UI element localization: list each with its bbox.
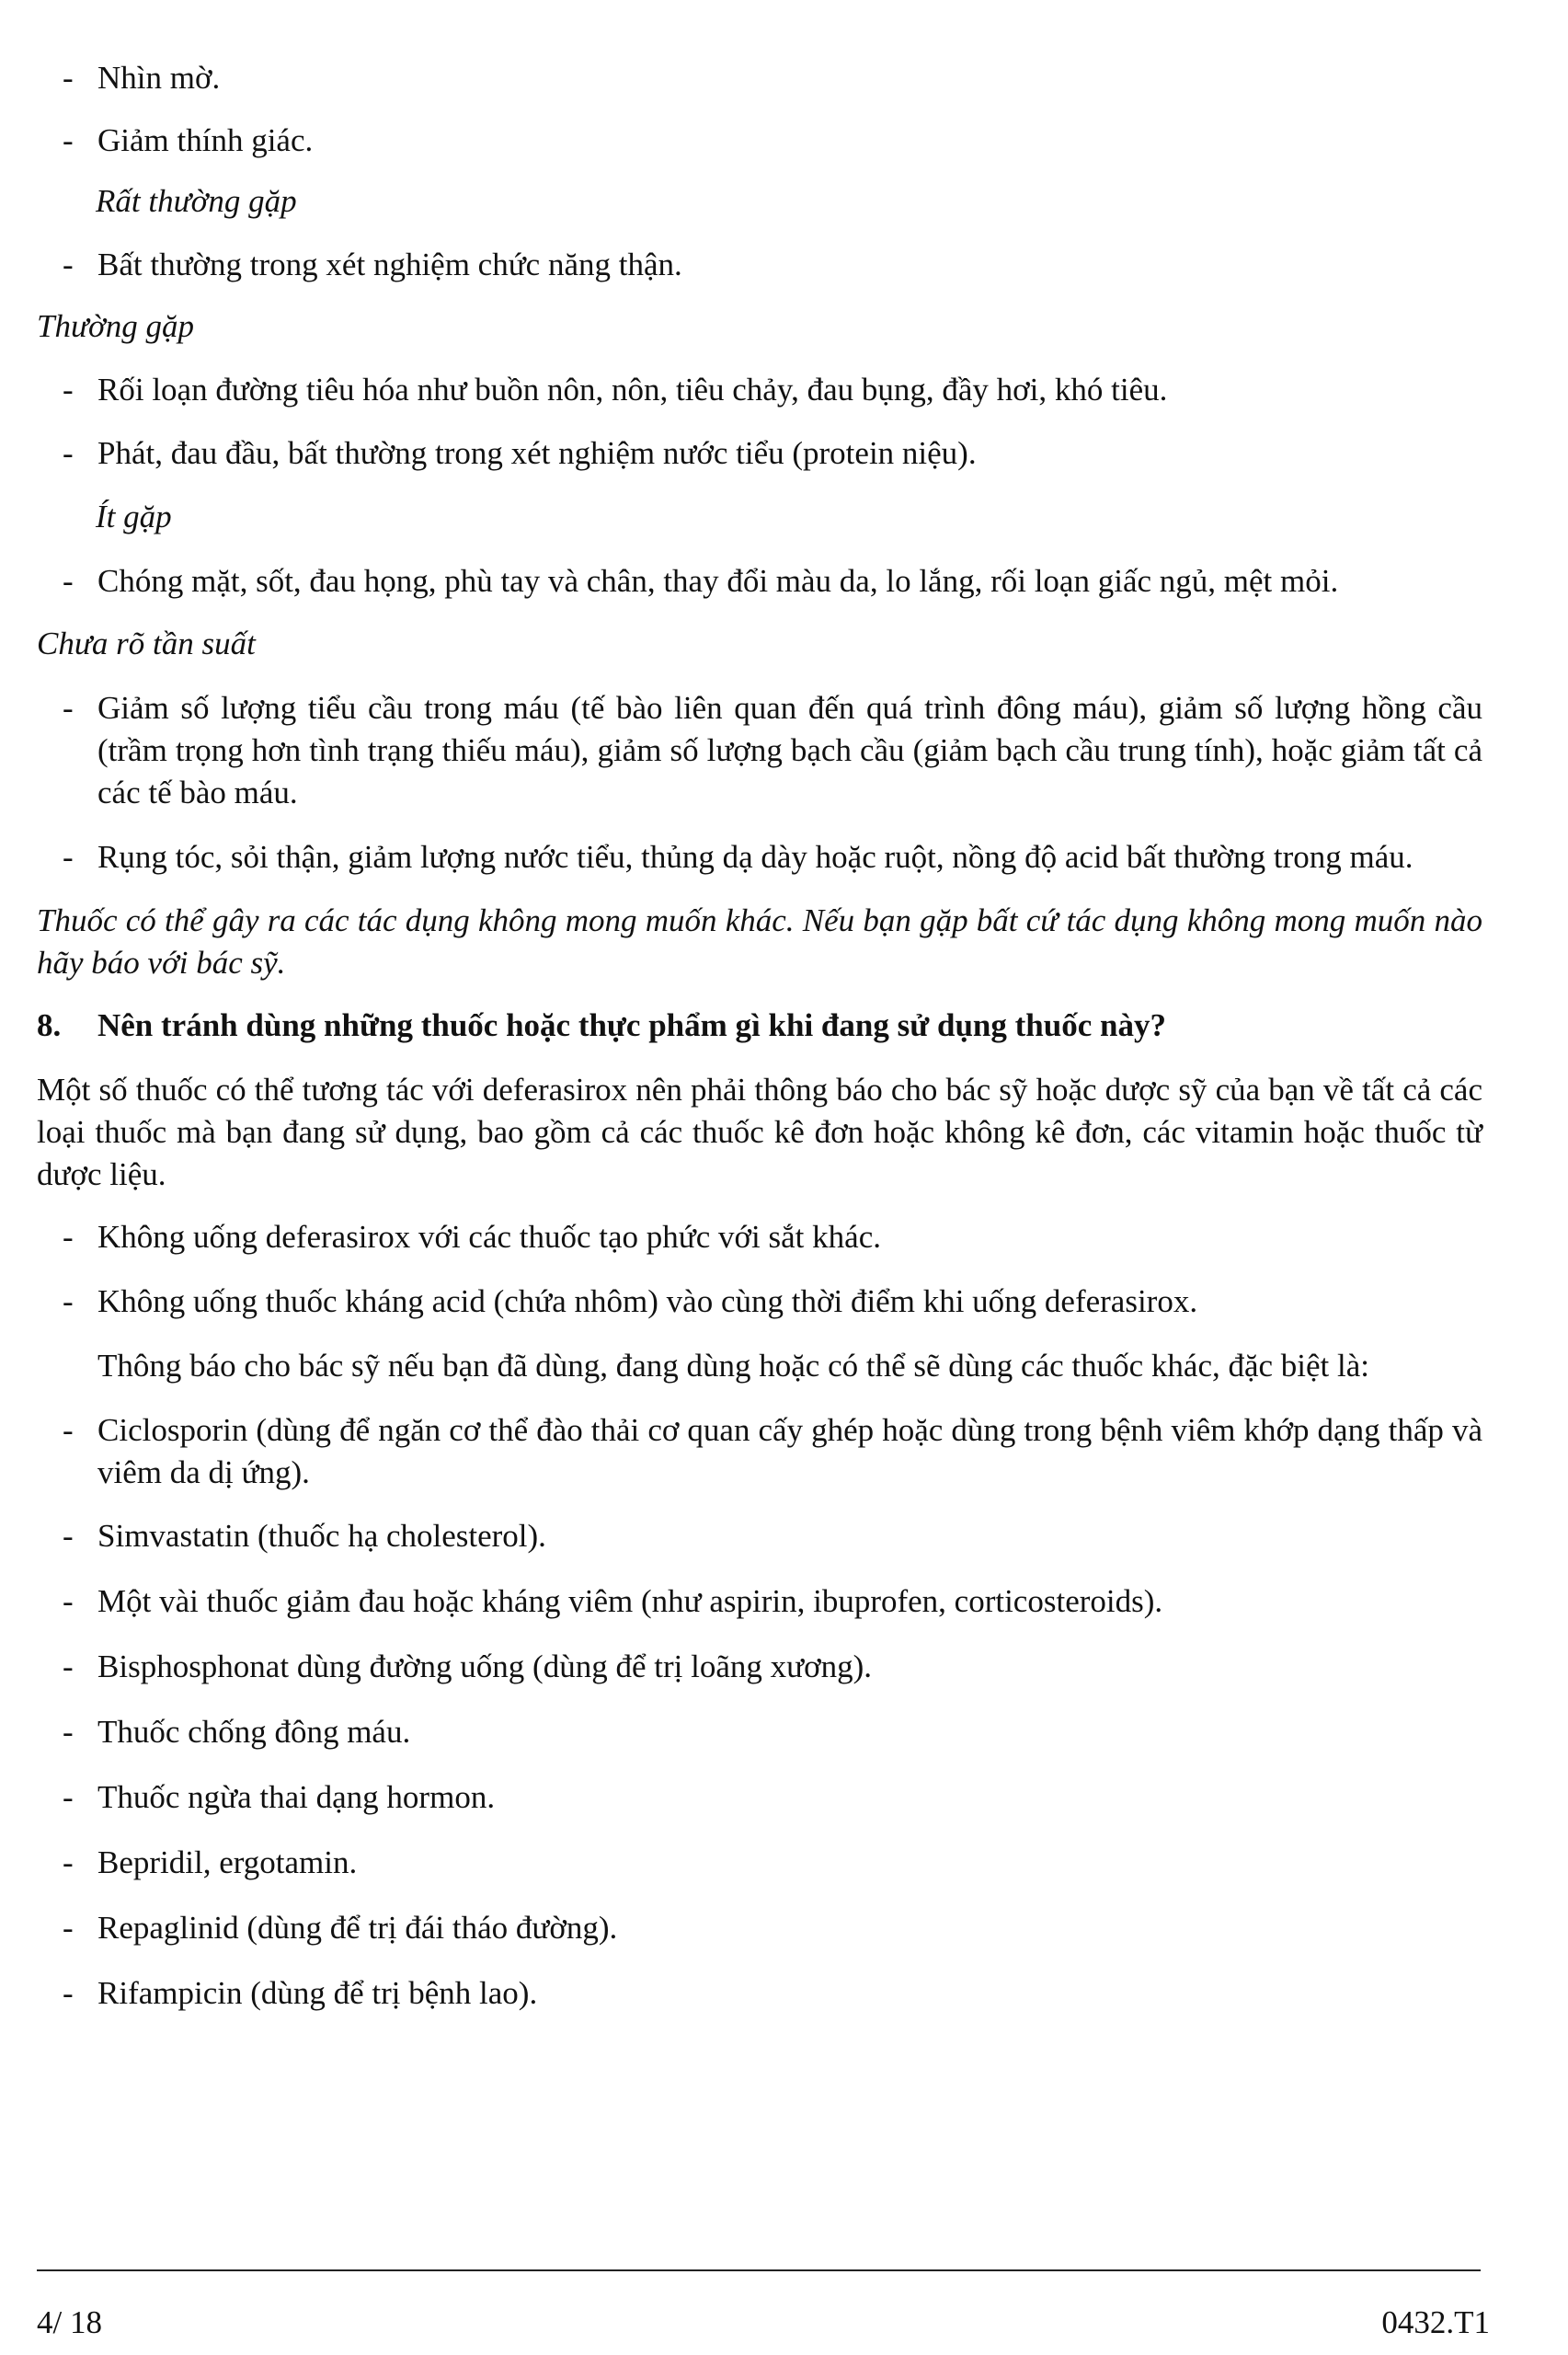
section-heading <box>37 1005 1482 1047</box>
item-text: Nhìn mờ. <box>97 60 221 96</box>
page-content <box>37 57 1482 2015</box>
bullet-dash: - <box>63 1975 74 2011</box>
list-item <box>37 1515 1482 1557</box>
document-code: 0432.T1 <box>1381 2304 1490 2340</box>
bullet-dash: - <box>63 1412 74 1448</box>
item-text: Phát, đau đầu, bất thường trong xét nghiệm nước tiểu (protein niệu). <box>97 435 977 471</box>
bullet-dash: - <box>63 1518 74 1554</box>
item-text: Một vài thuốc giảm đau hoặc kháng viêm (như aspirin, ibuprofen, corticosteroids). <box>97 1583 1163 1619</box>
item-text: Giảm thính giác. <box>97 122 314 158</box>
item-text: Chóng mặt, sốt, đau họng, phù tay và chân, thay đổi màu da, lo lắng, rối loạn giấc ngủ, mệt mỏi. <box>97 563 1339 599</box>
list-item <box>37 1409 1482 1494</box>
item-text: Rifampicin (dùng để trị bệnh lao). <box>97 1975 538 2011</box>
bullet-dash: - <box>63 247 74 282</box>
bullet-dash: - <box>63 1779 74 1815</box>
list-item <box>37 120 1482 162</box>
bullet-dash: - <box>63 1219 74 1255</box>
item-text: Rụng tóc, sỏi thận, giảm lượng nước tiểu, thủng dạ dày hoặc ruột, nồng độ acid bất thường trong máu. <box>97 839 1413 875</box>
bullet-dash: - <box>63 690 74 726</box>
item-text: Giảm số lượng tiểu cầu trong máu (tế bào liên quan đến quá trình đông máu), giảm số lượng hồng cầu (trầm trọng hơn tình trạng thiếu máu), giảm số lượng bạch cầu (giảm bạch cầu trung tính), hoặc giảm tất cả các tế bào máu. <box>97 690 1482 810</box>
list-item <box>37 1711 1482 1753</box>
list-item <box>37 1281 1482 1323</box>
bullet-dash: - <box>63 1583 74 1619</box>
list-item <box>37 369 1482 411</box>
bullet-dash: - <box>63 563 74 599</box>
list-item <box>37 1646 1482 1688</box>
bullet-dash: - <box>63 1283 74 1319</box>
list-item <box>37 1842 1482 1884</box>
item-text: Thuốc ngừa thai dạng hormon. <box>97 1779 496 1815</box>
page-number: 4/ 18 <box>37 2304 102 2340</box>
item-text: Rối loạn đường tiêu hóa như buồn nôn, nôn, tiêu chảy, đau bụng, đầy hơi, khó tiêu. <box>97 372 1168 408</box>
list-item <box>37 836 1482 879</box>
list-item <box>37 244 1482 286</box>
list-item <box>37 1907 1482 1949</box>
list-item <box>37 1216 1482 1258</box>
item-text: Simvastatin (thuốc hạ cholesterol). <box>97 1518 546 1554</box>
section-number: 8. <box>37 1007 62 1043</box>
item-text: Repaglinid (dùng để trị đái tháo đường). <box>97 1910 618 1946</box>
bullet-dash: - <box>63 372 74 408</box>
item-text: Bepridil, ergotamin. <box>97 1844 358 1880</box>
footer-divider <box>37 2269 1481 2271</box>
bullet-dash: - <box>63 435 74 471</box>
side-effect-note: Thuốc có thể gây ra các tác dụng không mong muốn khác. Nếu bạn gặp bất cứ tác dụng không mong muốn nào hãy báo với bác sỹ. <box>37 902 1482 981</box>
item-text: Ciclosporin (dùng để ngăn cơ thể đào thải cơ quan cấy ghép hoặc dùng trong bệnh viêm khớp dạng thấp và viêm da dị ứng). <box>97 1412 1482 1490</box>
bullet-dash: - <box>63 1648 74 1684</box>
list-item <box>37 1580 1482 1623</box>
list-item <box>37 560 1482 603</box>
section-title: Nên tránh dùng những thuốc hoặc thực phẩm gì khi đang sử dụng thuốc này? <box>97 1007 1166 1043</box>
list-item <box>37 57 1482 99</box>
frequency-subheading: Thường gặp <box>37 308 194 344</box>
list-item <box>37 1972 1482 2015</box>
item-text: Bất thường trong xét nghiệm chức năng thận. <box>97 247 682 282</box>
item-text: Thuốc chống đông máu. <box>97 1714 411 1750</box>
list-item <box>37 1776 1482 1819</box>
bullet-dash: - <box>63 1910 74 1946</box>
frequency-subheading: Chưa rõ tần suất <box>37 626 256 661</box>
list-item <box>37 432 1482 475</box>
body-paragraph: Thông báo cho bác sỹ nếu bạn đã dùng, đang dùng hoặc có thể sẽ dùng các thuốc khác, đặc biệt là: <box>97 1348 1370 1384</box>
frequency-subheading: Rất thường gặp <box>96 183 297 219</box>
bullet-dash: - <box>63 839 74 875</box>
bullet-dash: - <box>63 60 74 96</box>
frequency-subheading: Ít gặp <box>96 499 172 534</box>
bullet-dash: - <box>63 122 74 158</box>
bullet-dash: - <box>63 1844 74 1880</box>
body-paragraph: Một số thuốc có thể tương tác với deferasirox nên phải thông báo cho bác sỹ hoặc dược sỹ của bạn về tất cả các loại thuốc mà bạn đang sử dụng, bao gồm cả các thuốc kê đơn hoặc không kê đơn, các vitamin hoặc thuốc từ dược liệu. <box>37 1072 1482 1192</box>
item-text: Không uống deferasirox với các thuốc tạo phức với sắt khác. <box>97 1219 881 1255</box>
list-item <box>37 687 1482 814</box>
item-text: Không uống thuốc kháng acid (chứa nhôm) vào cùng thời điểm khi uống deferasirox. <box>97 1283 1198 1319</box>
item-text: Bisphosphonat dùng đường uống (dùng để trị loãng xương). <box>97 1648 872 1684</box>
bullet-dash: - <box>63 1714 74 1750</box>
